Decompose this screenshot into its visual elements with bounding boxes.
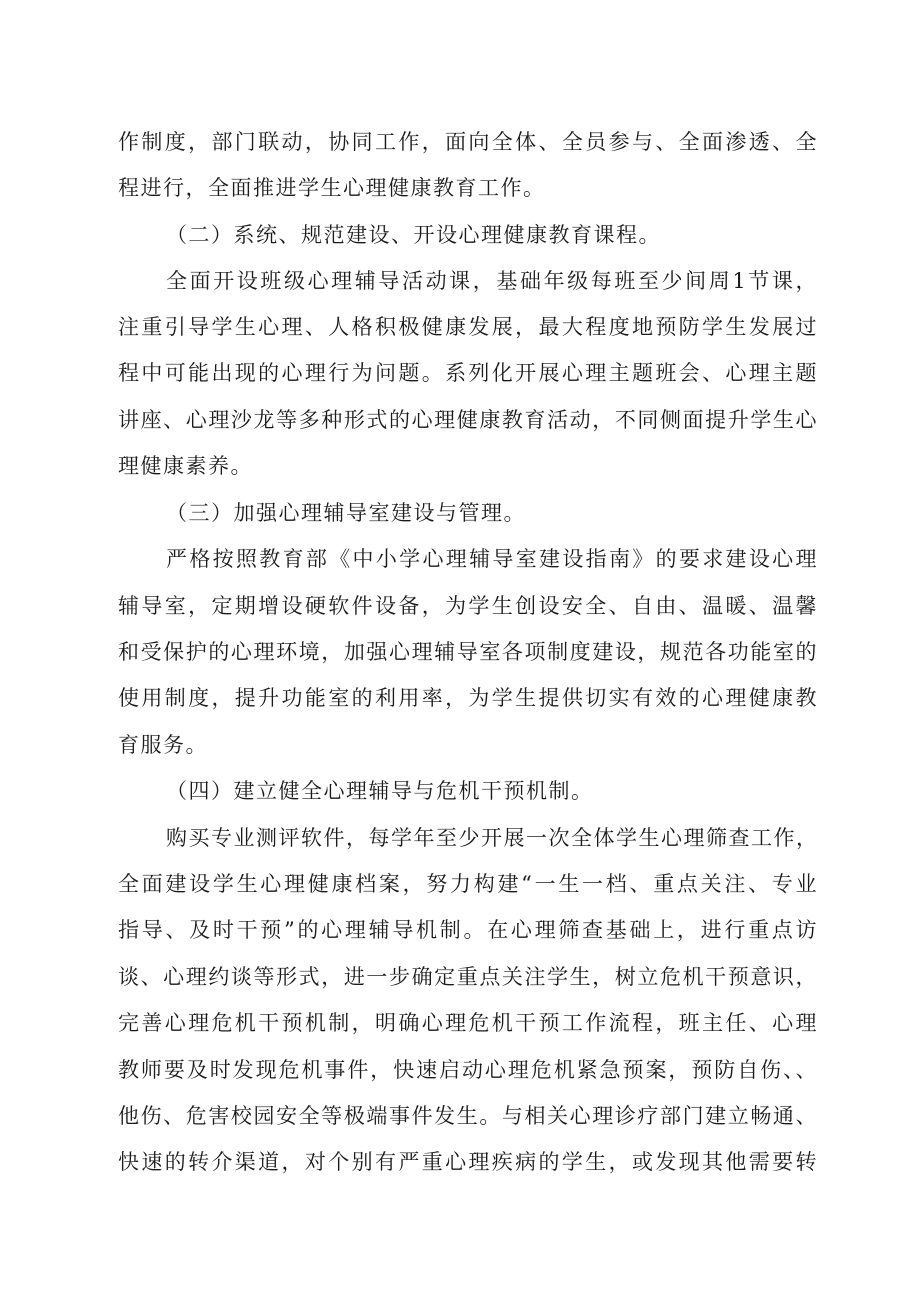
section-heading-4: （四）建立健全心理辅导与危机干预机制。 [166,779,594,803]
body-text-line: 理健康素养。 [118,454,253,478]
body-text-line: 全面建设学生心理健康档案，努力构建“一生一档、重点关注、专业 [118,872,818,896]
body-text-line: 程中可能出现的心理行为问题。系列化开展心理主题班会、心理主题 [118,361,818,385]
body-text-line: 和受保护的心理环境，加强心理辅导室各项制度建设，规范各功能室的 [118,640,818,664]
body-text-line: 严格按照教育部《中小学心理辅导室建设指南》的要求建设心理 [166,547,818,571]
body-text-line: 注重引导学生心理、人格积极健康发展，最大程度地预防学生发展过 [118,315,818,339]
body-text-line: 讲座、心理沙龙等多种形式的心理健康教育活动，不同侧面提升学生心 [118,408,818,432]
body-text-line: 教师要及时发现危机事件，快速启动心理危机紧急预案，预防自伤、、 [118,1058,818,1082]
body-text-line: 谈、心理约谈等形式，进一步确定重点关注学生，树立危机干预意识， [118,965,818,989]
body-text-line: 作制度，部门联动，协同工作，面向全体、全员参与、全面渗透、全 [118,130,818,154]
body-text-line: 快速的转介渠道，对个别有严重心理疾病的学生，或发现其他需要转 [118,1150,818,1174]
body-text-line: 购买专业测评软件，每学年至少开展一次全体学生心理筛查工作， [166,826,818,850]
body-text-line: 使用制度，提升功能室的利用率，为学生提供切实有效的心理健康教 [118,686,818,710]
body-text-line: 程进行，全面推进学生心理健康教育工作。 [118,176,546,200]
section-heading-3: （三）加强心理辅导室建设与管理。 [166,501,526,525]
body-text-line: 完善心理危机干预机制，明确心理危机干预工作流程，班主任、心理 [118,1011,818,1035]
section-heading-2: （二）系统、规范建设、开设心理健康教育课程。 [166,223,661,247]
body-text-line: 指导、及时干预”的心理辅导机制。在心理筛查基础上，进行重点访 [118,918,818,942]
body-text-line: 育服务。 [118,733,208,757]
body-text-line: 全面开设班级心理辅导活动课，基础年级每班至少间周1节课， [166,269,818,293]
body-text-line: 辅导室，定期增设硬软件设备，为学生创设安全、自由、温暖、温馨 [118,594,818,618]
body-text-line: 他伤、危害校园安全等极端事件发生。与相关心理诊疗部门建立畅通、 [118,1104,818,1128]
